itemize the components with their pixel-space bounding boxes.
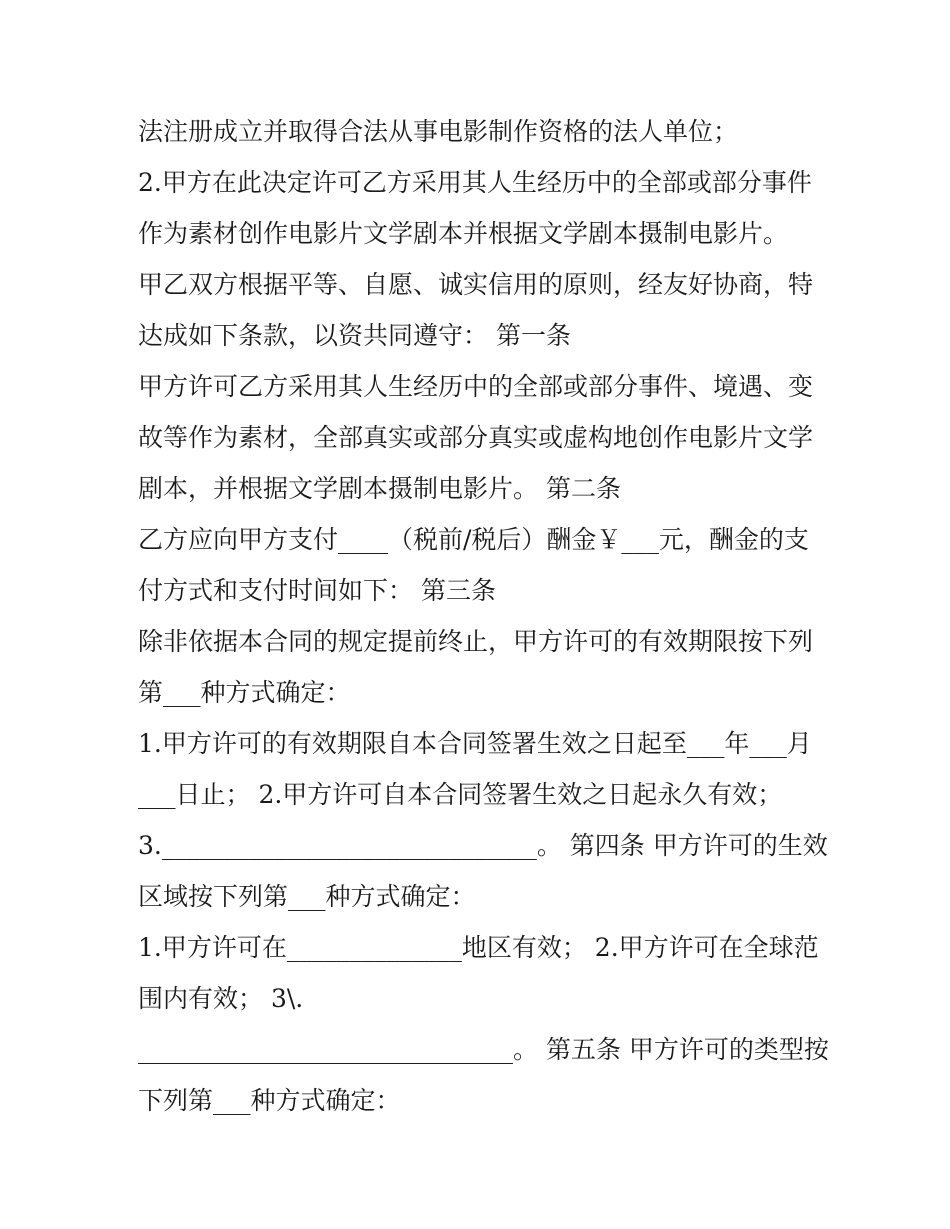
- contract-body-text: [138, 106, 828, 1126]
- text-line: 法注册成立并取得合法从事电影制作资格的法人单位；: [138, 117, 739, 146]
- text-line: 第___种方式确定：: [138, 678, 351, 707]
- text-line: 乙方应向甲方支付____（税前/税后）酬金￥___元，酬金的支: [138, 525, 809, 554]
- text-line: ______________________________。 第五条 甲方许可的类型按: [138, 1035, 829, 1064]
- text-line: ___日止； 2.甲方许可自本合同签署生效之日起永久有效；: [138, 780, 783, 809]
- text-line: 故等作为素材，全部真实或部分真实或虚构地创作电影片文学: [138, 423, 814, 452]
- text-line: 2.甲方在此决定许可乙方采用其人生经历中的全部或部分事件: [138, 168, 812, 197]
- text-line: 1.甲方许可的有效期限自本合同签署生效之日起至___年___月: [138, 729, 812, 758]
- text-line: 3.______________________________。 第四条 甲方许可的生效: [138, 831, 828, 860]
- text-line: 达成如下条款，以资共同遵守： 第一条: [138, 321, 571, 350]
- text-line: 甲方许可乙方采用其人生经历中的全部或部分事件、境遇、变: [138, 372, 814, 401]
- text-line: 1.甲方许可在______________地区有效； 2.甲方许可在全球范: [138, 933, 819, 962]
- text-line: 付方式和支付时间如下： 第三条: [138, 576, 496, 605]
- text-line: 甲乙双方根据平等、自愿、诚实信用的原则，经友好协商，特: [138, 270, 814, 299]
- text-line: 围内有效； 3\.: [138, 984, 304, 1013]
- text-line: 剧本，并根据文学剧本摄制电影片。 第二条: [138, 474, 621, 503]
- text-line: 下列第___种方式确定：: [138, 1086, 401, 1115]
- text-line: 区域按下列第___种方式确定：: [138, 882, 476, 911]
- text-line: 除非依据本合同的规定提前终止，甲方许可的有效期限按下列: [138, 627, 814, 656]
- text-line: 作为素材创作电影片文学剧本并根据文学剧本摄制电影片。: [138, 219, 789, 248]
